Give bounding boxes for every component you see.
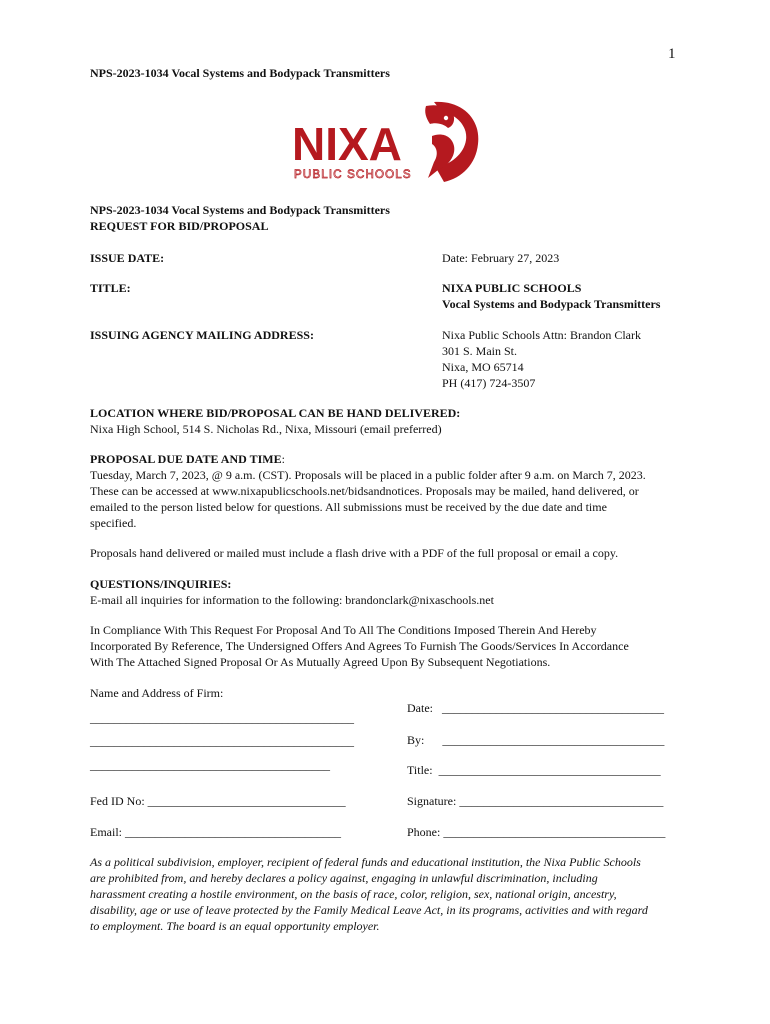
by-label: By: [407, 733, 425, 747]
by-blank[interactable]: _____________________________________ [442, 733, 665, 747]
eeo-line4: disability, age or use of leave protected by the Family Medical Leave Act, in its programs, activities and with regard [90, 903, 648, 917]
eeo-line3: harassment creating a hostile environment, on the basis of race, color, religion, sex, national origin, ancestry, [90, 887, 617, 901]
questions-heading: QUESTIONS/INQUIRIES: [90, 577, 232, 591]
title-label: TITLE: [90, 281, 131, 295]
address-line1: Nixa Public Schools Attn: Brandon Clark [442, 328, 641, 342]
address-line3: Nixa, MO 65714 [442, 360, 524, 374]
rfp-title [90, 202, 390, 234]
due-line1: Tuesday, March 7, 2023, @ 9 a.m. (CST). Proposals will be placed in a public folder after 9 a.m. on March 7, 2023. [90, 468, 646, 482]
phone-blank[interactable]: _____________________________________ [443, 825, 666, 839]
due-heading-colon: : [281, 452, 285, 466]
questions-section [90, 576, 690, 608]
compliance-line2: Incorporated By Reference, The Undersigned Offers And Agrees To Furnish The Goods/Services In Accordance [90, 639, 629, 653]
due-line4: specified. [90, 516, 137, 530]
phone-field[interactable] [407, 824, 665, 840]
due-heading: PROPOSAL DUE DATE AND TIME [90, 452, 282, 466]
fed-id-blank[interactable]: _________________________________ [147, 794, 346, 808]
issue-date-label: ISSUE DATE: [90, 251, 165, 265]
mailing-address [442, 327, 641, 391]
address-line2: 301 S. Main St. [442, 344, 518, 358]
address-line4: PH (417) 724-3507 [442, 376, 536, 390]
title-value-line1: NIXA PUBLIC SCHOOLS [442, 281, 582, 295]
address-label: ISSUING AGENCY MAILING ADDRESS: [90, 328, 314, 342]
eeo-line2: are prohibited from, and hereby declares a policy against, engaging in unlawful discrimination, including [90, 871, 598, 885]
due-line2: These can be accessed at www.nixapublicschools.net/bidsandnotices. Proposals may be mailed, hand delivered, or [90, 484, 639, 498]
signature-label: Signature: [407, 794, 457, 808]
title-field[interactable] [407, 762, 661, 778]
signature-field[interactable] [407, 793, 663, 809]
title-blank[interactable]: _____________________________________ [438, 763, 661, 777]
title-value [442, 280, 660, 312]
location-text: Nixa High School, 514 S. Nicholas Rd., Nixa, Missouri (email preferred) [90, 422, 442, 436]
by-field[interactable] [407, 732, 664, 748]
logo-wordmark: NIXA [292, 118, 402, 170]
questions-text: E-mail all inquiries for information to the following: brandonclark@nixaschools.net [90, 593, 494, 607]
page-number: 1 [668, 46, 676, 62]
eeo-statement [90, 854, 690, 934]
nixa-logo [286, 96, 486, 186]
email-blank[interactable]: ____________________________________ [125, 825, 341, 839]
rfp-title-line2: REQUEST FOR BID/PROPOSAL [90, 219, 269, 233]
firm-line-2[interactable]: ____________________________________________ [90, 734, 354, 748]
date-blank[interactable]: _____________________________________ [442, 701, 664, 715]
firm-name-label: Name and Address of Firm: [90, 686, 224, 700]
fed-id-label: Fed ID No: [90, 794, 145, 808]
fed-id-field[interactable] [90, 793, 346, 809]
due-section [90, 451, 710, 531]
header-title: NPS-2023-1034 Vocal Systems and Bodypack Transmitters [90, 66, 390, 80]
due-line3: emailed to the person listed below for questions. All submissions must be received by the due date and time [90, 500, 607, 514]
compliance-statement [90, 622, 710, 670]
form-title-label: Title: [407, 763, 433, 777]
date-field[interactable] [407, 700, 664, 716]
phone-label: Phone: [407, 825, 441, 839]
issue-date-value: Date: February 27, 2023 [442, 251, 560, 265]
logo-subtitle: PUBLIC SCHOOLS [294, 169, 412, 181]
email-label: Email: [90, 825, 122, 839]
eagle-icon [425, 102, 478, 182]
compliance-line3: With The Attached Signed Proposal Or As Mutually Agreed Upon By Subsequent Negotiations. [90, 655, 551, 669]
date-label: Date: [407, 701, 433, 715]
title-value-line2: Vocal Systems and Bodypack Transmitters [442, 297, 661, 311]
flash-drive-note: Proposals hand delivered or mailed must include a flash drive with a PDF of the full proposal or email a copy. [90, 546, 619, 560]
eeo-line1: As a political subdivision, employer, recipient of federal funds and educational institution, the Nixa Public Schools [90, 855, 641, 869]
compliance-line1: In Compliance With This Request For Proposal And To All The Conditions Imposed Therein And Hereby [90, 623, 597, 637]
rfp-title-line1: NPS-2023-1034 Vocal Systems and Bodypack Transmitters [90, 203, 390, 217]
firm-line-1[interactable]: ____________________________________________ [90, 711, 354, 725]
location-heading: LOCATION WHERE BID/PROPOSAL CAN BE HAND DELIVERED: [90, 406, 461, 420]
signature-blank[interactable]: __________________________________ [459, 794, 664, 808]
firm-line-3[interactable]: ________________________________________ [90, 758, 330, 772]
eeo-line5: to employment. The board is an equal opportunity employer. [90, 919, 380, 933]
email-field[interactable] [90, 824, 341, 840]
location-section [90, 405, 690, 437]
